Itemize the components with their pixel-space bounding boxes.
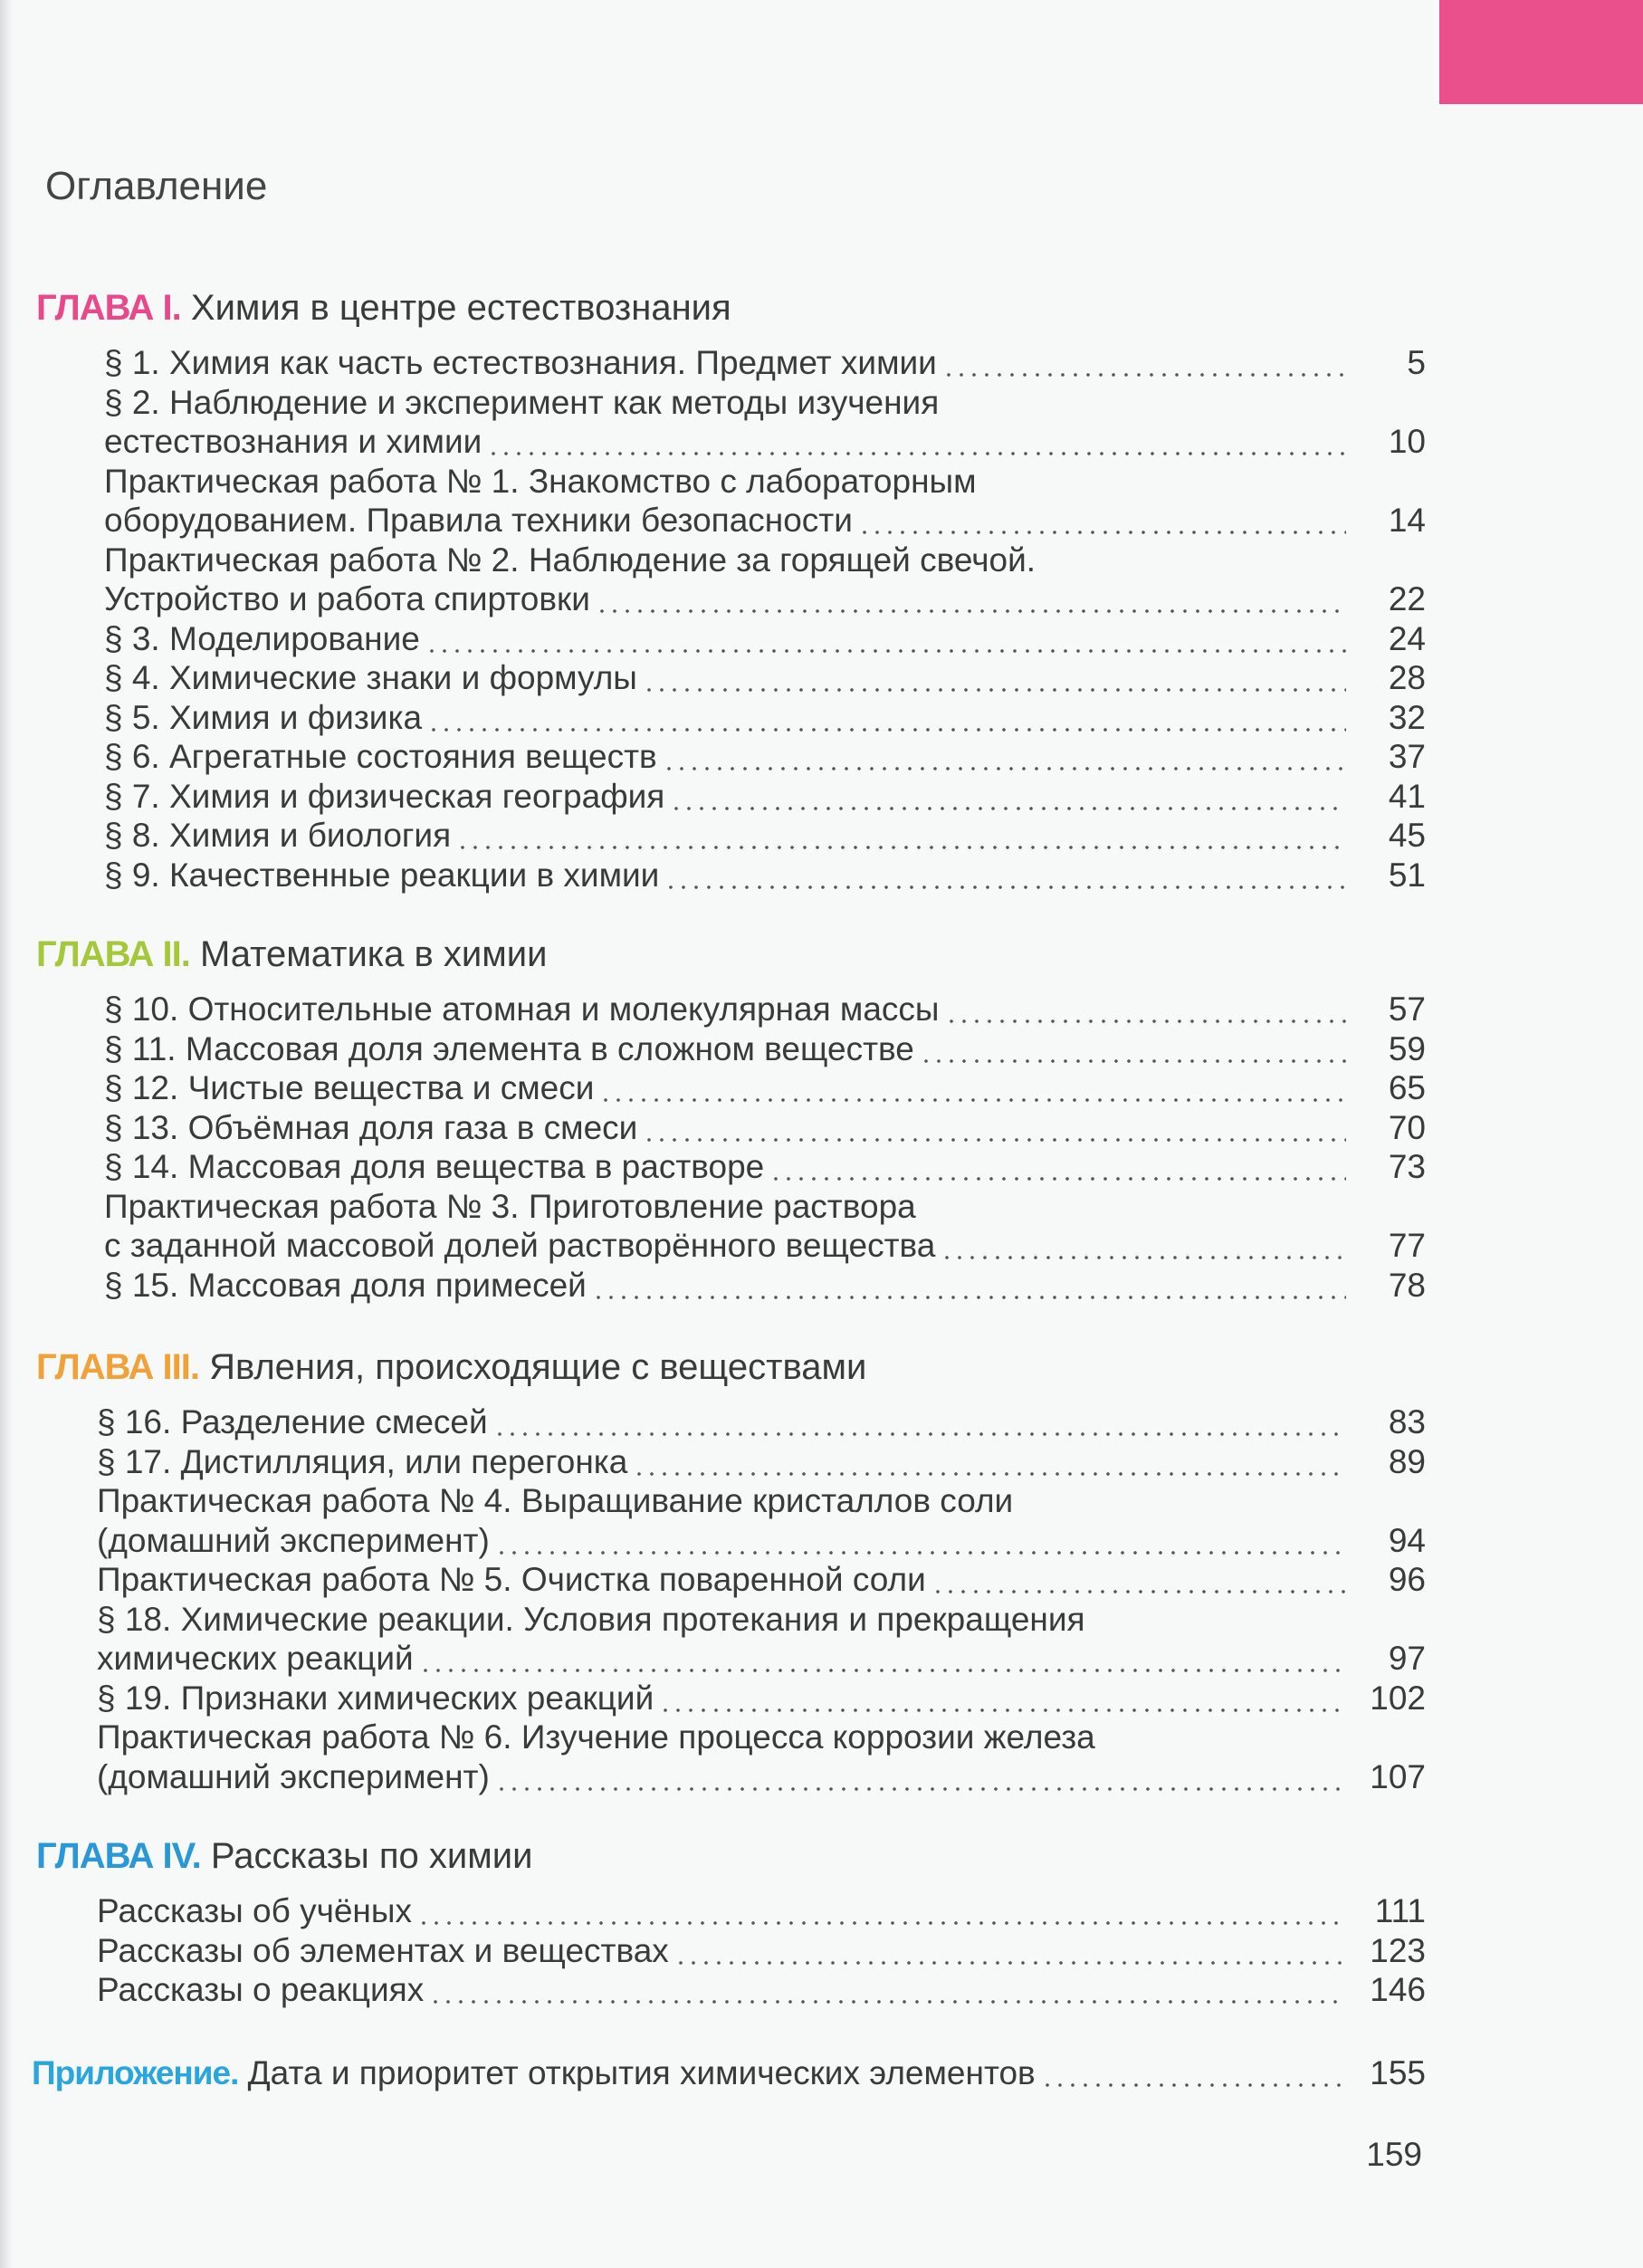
chapter-title: Химия в центре естествознания xyxy=(190,288,731,328)
chapter-title: Рассказы по химии xyxy=(210,1836,533,1876)
dot-leader xyxy=(941,1226,1346,1266)
toc-entry[interactable] xyxy=(104,619,1426,659)
page-ref: 22 xyxy=(1388,580,1426,617)
entry-text: Практическая работа № 5. Очистка поваренной соли xyxy=(97,1561,926,1598)
entry-text: § 3. Моделирование xyxy=(104,619,420,657)
toc-entry[interactable] xyxy=(104,1029,1426,1069)
page-ref: 59 xyxy=(1388,1029,1426,1067)
page-ref: 32 xyxy=(1388,698,1426,736)
toc-entry[interactable] xyxy=(104,383,1426,462)
entry-text: Рассказы об учёных xyxy=(97,1892,412,1929)
entry-text: § 12. Чистые вещества и смеси xyxy=(104,1069,595,1106)
toc-entry[interactable] xyxy=(104,1068,1426,1108)
chapter-label: ГЛАВА IV. xyxy=(36,1836,201,1876)
page-ref: 146 xyxy=(1370,1971,1426,2008)
entry-text: § 8. Химия и биология xyxy=(104,817,452,854)
page-ref: 10 xyxy=(1388,423,1426,460)
appendix-title: Дата и приоритет открытия химических элементов xyxy=(247,2054,1036,2091)
toc-entry[interactable] xyxy=(97,1679,1426,1718)
page-ref: 83 xyxy=(1388,1403,1426,1440)
dot-leader xyxy=(633,1442,1346,1482)
toc-entry[interactable] xyxy=(104,737,1426,777)
dot-leader xyxy=(596,579,1346,619)
toc-entry[interactable] xyxy=(97,1442,1426,1482)
toc-entry[interactable] xyxy=(97,1931,1426,1971)
page-ref: 24 xyxy=(1388,619,1426,657)
entry-text: химических реакций xyxy=(97,1640,414,1677)
entry-text: Практическая работа № 2. Наблюдение за горящей свечой. xyxy=(104,541,1036,579)
chapter-label: ГЛАВА I. xyxy=(36,288,181,328)
dot-leader xyxy=(493,1402,1346,1442)
page-ref: 78 xyxy=(1388,1266,1426,1304)
page-ref: 97 xyxy=(1388,1640,1426,1677)
dot-leader xyxy=(659,1679,1346,1718)
chapter-3 xyxy=(36,1347,1426,1796)
entry-text: Рассказы об элементах и веществах xyxy=(97,1931,669,1969)
page-ref: 57 xyxy=(1388,990,1426,1028)
toc-entry[interactable] xyxy=(97,1402,1426,1442)
toc-entry[interactable] xyxy=(104,462,1426,541)
entry-text: § 4. Химические знаки и формулы xyxy=(104,659,637,696)
page-ref: 102 xyxy=(1370,1679,1426,1717)
toc-entry[interactable] xyxy=(104,658,1426,698)
page-ref: 14 xyxy=(1388,502,1426,539)
chapter-heading[interactable] xyxy=(36,1347,1426,1387)
dot-leader xyxy=(674,1931,1346,1971)
toc-entry[interactable] xyxy=(104,541,1426,619)
page-ref: 45 xyxy=(1388,817,1426,854)
entry-text: естествознания и химии xyxy=(104,423,482,460)
dot-leader xyxy=(487,422,1346,462)
page-ref: 5 xyxy=(1407,344,1426,381)
entry-text: § 10. Относительные атомная и молекулярная массы xyxy=(104,990,940,1028)
toc-entry[interactable] xyxy=(104,816,1426,856)
entry-text: § 7. Химия и физическая география xyxy=(104,777,665,815)
chapter-heading[interactable] xyxy=(36,1836,1426,1876)
chapter-heading[interactable] xyxy=(36,934,1426,974)
dot-leader xyxy=(769,1147,1346,1187)
toc-entry[interactable] xyxy=(104,856,1426,895)
entry-text: § 13. Объёмная доля газа в смеси xyxy=(104,1108,638,1146)
chapter-2 xyxy=(36,934,1426,1305)
entry-text: с заданной массовой долей растворённого вещества xyxy=(104,1227,936,1264)
toc-entry[interactable] xyxy=(97,1970,1426,2010)
chapter-label: ГЛАВА III. xyxy=(36,1347,199,1387)
page-ref: 111 xyxy=(1374,1892,1426,1929)
appendix-label: Приложение. xyxy=(32,2054,239,2091)
chapter-heading[interactable] xyxy=(36,288,1426,328)
page-ref: 123 xyxy=(1370,1931,1426,1969)
dot-leader xyxy=(417,1891,1346,1931)
toc-entry[interactable] xyxy=(97,1718,1426,1796)
page-ref: 51 xyxy=(1388,856,1426,894)
entry-text: Устройство и работа спиртовки xyxy=(104,580,590,617)
toc-entry[interactable] xyxy=(97,1891,1426,1931)
dot-leader xyxy=(663,737,1346,777)
page-ref: 28 xyxy=(1388,659,1426,696)
toc-entry[interactable] xyxy=(97,1600,1426,1679)
dot-leader xyxy=(425,619,1346,659)
toc-entry[interactable] xyxy=(104,777,1426,817)
dot-leader xyxy=(427,698,1346,738)
dot-leader xyxy=(664,856,1346,895)
dot-leader xyxy=(495,1757,1346,1797)
dot-leader xyxy=(945,990,1347,1029)
entry-text: Практическая работа № 3. Приготовление раствора xyxy=(104,1187,916,1225)
dot-leader xyxy=(858,501,1346,541)
dot-leader xyxy=(495,1521,1346,1561)
toc-entry[interactable] xyxy=(104,1108,1426,1148)
toc-entry[interactable] xyxy=(97,1481,1426,1560)
chapter-label: ГЛАВА II. xyxy=(36,934,190,974)
page-edge xyxy=(0,0,13,2268)
entry-text: § 6. Агрегатные состояния веществ xyxy=(104,738,657,775)
dot-leader xyxy=(920,1029,1346,1069)
entry-text: § 17. Дистилляция, или перегонка xyxy=(97,1442,628,1480)
dot-leader xyxy=(429,1970,1346,2010)
toc-entry[interactable] xyxy=(104,343,1426,383)
entry-text: § 19. Признаки химических реакций xyxy=(97,1679,654,1717)
toc-entry[interactable] xyxy=(97,1560,1426,1600)
entry-text: Практическая работа № 1. Знакомство с лабораторным xyxy=(104,462,977,500)
toc-entry[interactable] xyxy=(104,1187,1426,1266)
chapter-4 xyxy=(36,1836,1426,2010)
toc-entry[interactable] xyxy=(104,990,1426,1029)
entry-text: § 2. Наблюдение и эксперимент как методы изучения xyxy=(104,383,940,421)
page-ref: 73 xyxy=(1388,1148,1426,1185)
chapter-title: Математика в химии xyxy=(200,934,548,974)
page-ref: 65 xyxy=(1388,1069,1426,1106)
toc-entry[interactable] xyxy=(104,1266,1426,1306)
page-ref: 94 xyxy=(1388,1521,1426,1559)
dot-leader xyxy=(592,1266,1346,1306)
entry-text: оборудованием. Правила техники безопасности xyxy=(104,502,853,539)
entry-text: (домашний эксперимент) xyxy=(97,1521,490,1559)
entry-text: Практическая работа № 4. Выращивание кристаллов соли xyxy=(97,1482,1014,1519)
entry-text: § 5. Химия и физика xyxy=(104,698,423,736)
entry-text: Рассказы о реакциях xyxy=(97,1971,425,2008)
entry-text: (домашний эксперимент) xyxy=(97,1757,490,1795)
page-title: Оглавление xyxy=(45,164,268,208)
toc-entry[interactable] xyxy=(104,698,1426,738)
chapter-title: Явления, происходящие с веществами xyxy=(209,1347,867,1387)
dot-leader xyxy=(670,777,1346,817)
page-ref: 77 xyxy=(1388,1227,1426,1264)
toc-entry[interactable] xyxy=(104,1147,1426,1187)
entry-text: § 11. Массовая доля элемента в сложном веществе xyxy=(104,1029,914,1067)
dot-leader xyxy=(643,658,1346,698)
dot-leader xyxy=(643,1108,1346,1148)
entry-text: § 1. Химия как часть естествознания. Предмет химии xyxy=(104,344,937,381)
entry-text: § 9. Качественные реакции в химии xyxy=(104,856,660,894)
page-ref: 70 xyxy=(1388,1108,1426,1146)
dot-leader xyxy=(599,1068,1346,1108)
page-ref: 37 xyxy=(1388,738,1426,775)
page-ref: 89 xyxy=(1388,1442,1426,1480)
chapter-1 xyxy=(36,288,1426,895)
entry-text: Практическая работа № 6. Изучение процесса коррозии железа xyxy=(97,1718,1095,1756)
color-tab xyxy=(1439,0,1643,104)
dot-leader xyxy=(1041,2053,1346,2093)
page-ref: 96 xyxy=(1388,1561,1426,1598)
dot-leader xyxy=(456,816,1346,856)
dot-leader xyxy=(931,1560,1346,1600)
appendix-entry[interactable] xyxy=(32,2053,1426,2093)
page-number: 159 xyxy=(1366,2136,1422,2173)
dot-leader xyxy=(419,1639,1346,1679)
dot-leader xyxy=(942,343,1346,383)
page-ref: 107 xyxy=(1370,1757,1426,1795)
entry-text: § 16. Разделение смесей xyxy=(97,1403,488,1440)
page-ref: 41 xyxy=(1388,777,1426,815)
entry-text: § 18. Химические реакции. Условия протекания и прекращения xyxy=(97,1600,1085,1638)
entry-text: § 15. Массовая доля примесей xyxy=(104,1266,587,1304)
page-ref: 155 xyxy=(1370,2054,1426,2091)
entry-text: § 14. Массовая доля вещества в растворе xyxy=(104,1148,765,1185)
